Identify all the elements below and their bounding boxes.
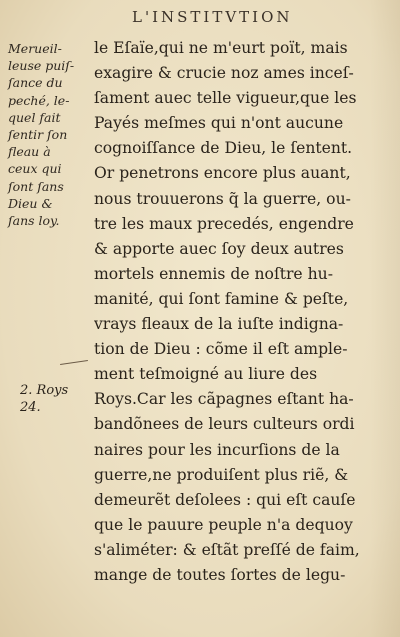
text-line: vrays fleaux de la iuſte indigna- [94,315,344,334]
margin-note-line: ſentir ſon [8,127,68,143]
text-line: bandõnees de leurs culteurs ordi [94,415,355,434]
margin-note-line: Merueil- [8,41,62,56]
text-line: naires pour les incurſions de la [94,440,340,459]
margin-reference [20,382,90,416]
text-line: ment teſmoigné au liure des [94,365,318,384]
margin-note-line: leuse puiſ- [8,58,75,74]
body-text [94,36,384,588]
text-line: guerre,ne produiſent plus riẽ, & [94,465,349,484]
text-line: & apporte auec ſoy deux autres [94,239,344,258]
text-line: exagire & crucie noz ames inceſ- [94,64,354,83]
text-line: mortels ennemis de noſtre hu- [94,264,333,283]
margin-note-line: peché, le- [8,92,70,108]
text-line: Payés meſmes qui n'ont aucune [94,114,344,133]
margin-reference-line: 2. Roys [20,383,69,398]
margin-note [8,40,90,229]
running-head: L'INSTITVTION [132,8,293,26]
text-line: ſament auec telle vigueur,que les [94,89,357,108]
margin-note-line: ſans loy. [8,213,60,229]
margin-note-line: ſance du [8,75,63,91]
text-line: que le pauure peuple n'a dequoy [94,515,353,534]
text-line: manité, qui ſont famine & peſte, [94,289,349,308]
text-line: s'aliméter: & eſtãt preſſé de faim, [94,540,360,559]
margin-note-line: quel fait [8,109,61,125]
margin-note-line: fleau à [8,144,51,160]
text-line: Or penetrons encore plus auant, [94,164,351,183]
text-line: cognoiſſance de Dieu, le ſentent. [94,139,353,158]
text-line: nous trouuerons q̃ la guerre, ou- [94,189,351,208]
margin-note-line: ſont ſans [8,178,64,194]
text-line: le Eſaïe,qui ne m'eurt poït, mais [94,39,348,57]
margin-pointer-mark [60,360,88,365]
text-line: Roys.Car les cãpagnes eſtant ha- [94,390,354,409]
text-line: demeurẽt deſolees : qui eſt cauſe [94,490,356,509]
text-line: tre les maux precedés, engendre [94,214,354,233]
text-line: tion de Dieu : cõme il eſt ample- [94,340,348,359]
text-line: mange de toutes ſortes de legu- [94,565,346,584]
margin-reference-line: 24. [20,400,41,415]
margin-note-line: Dieu & [8,195,53,211]
margin-note-line: ceux qui [8,161,62,177]
